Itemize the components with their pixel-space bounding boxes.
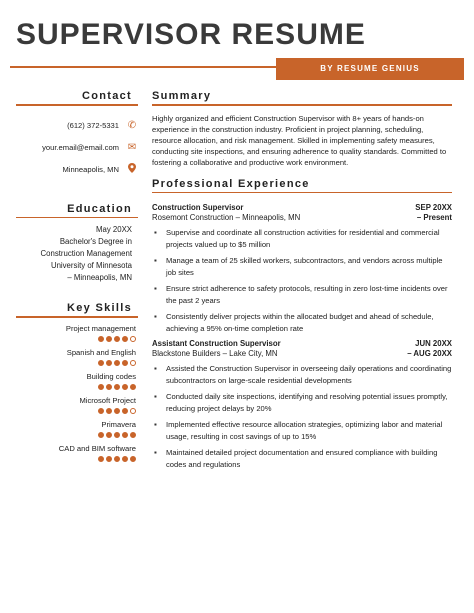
skill-rating [16, 336, 136, 342]
education-degree-line2: Construction Management [40, 249, 132, 258]
contact-phone-row [16, 115, 138, 137]
summary-section [152, 90, 452, 168]
education-heading: Education [67, 202, 132, 215]
experience-section [152, 178, 452, 472]
job-start-date: JUN 20XX [415, 339, 452, 348]
contact-email-row [16, 137, 138, 159]
skill-rating [16, 384, 136, 390]
experience-divider [152, 192, 452, 194]
job-end-date: – AUG 20XX [407, 349, 452, 358]
skill-item [16, 420, 138, 438]
job-bullet: ▪ Assisted the Construction Supervisor in overseeing daily operations and coordinating subcontractors on large-scale residential developments [152, 363, 452, 387]
rating-dot-filled [122, 360, 128, 366]
rating-dot-filled [122, 408, 128, 414]
summary-divider [152, 104, 452, 106]
rating-dot-filled [122, 384, 128, 390]
job-bullet: ▪ Supervise and coordinate all construction activities for residential and commercial projects valued up to $5 million [152, 227, 452, 251]
rating-dot-filled [106, 456, 112, 462]
envelope-icon: ✉ [127, 141, 137, 153]
job-company: Blackstone Builders – Lake City, MN [152, 349, 278, 358]
rating-dot-filled [122, 432, 128, 438]
email-text: your.email@email.com [42, 143, 119, 152]
job-title: Construction Supervisor [152, 203, 244, 212]
summary-text: Highly organized and efficient Construction Supervisor with 8+ years of hands-on experience in the construction industry. Proficient in project planning, scheduling, resource allocation, and risk management. Skilled in implementing safety measures, conducting site inspections, and ensuring adherence to quality standards. Committed to fostering a collaborative and productive work environment. [152, 113, 447, 167]
skills-section [16, 302, 138, 462]
rating-dot-filled [98, 456, 104, 462]
brand-banner: BY RESUME GENIUS [276, 58, 464, 80]
skill-rating [16, 408, 136, 414]
skill-name: CAD and BIM software [58, 443, 136, 453]
skill-item [16, 396, 138, 414]
job-bullet: ▪ Consistently deliver projects within the allocated budget and ahead of schedule, achieving a 95% on-time completion rate [152, 311, 452, 335]
skill-name: Microsoft Project [79, 395, 136, 405]
rating-dot-filled [106, 432, 112, 438]
phone-text: (612) 372-5331 [67, 121, 119, 130]
education-date: May 20XX [96, 225, 132, 234]
location-text: Minneapolis, MN [62, 165, 119, 174]
rating-dot-filled [106, 384, 112, 390]
rating-dot-empty [130, 336, 136, 342]
job-subheader [152, 213, 452, 222]
right-column [152, 90, 452, 475]
rating-dot-filled [106, 336, 112, 342]
job-bullet: ▪ Implemented effective resource allocation strategies, optimizing labor and material usage, resulting in cost savings of up to 15% [152, 419, 452, 443]
rating-dot-filled [130, 432, 136, 438]
job-header [152, 339, 452, 348]
job-subheader [152, 349, 452, 358]
job-entry [152, 203, 452, 335]
summary-heading: Summary [152, 90, 212, 102]
rating-dot-filled [114, 384, 120, 390]
title-divider [10, 66, 278, 68]
map-pin-icon [126, 163, 138, 176]
rating-dot-filled [98, 336, 104, 342]
education-degree-line1: Bachelor's Degree in [59, 237, 132, 246]
rating-dot-filled [114, 336, 120, 342]
experience-heading: Professional Experience [152, 177, 310, 190]
job-bullet: ▪ Conducted daily site inspections, identifying and resolving potential issues promptly, reducing project delays by 20% [152, 391, 452, 415]
rating-dot-filled [114, 432, 120, 438]
job-bullet: ▪ Maintained detailed project documentation and ensured compliance with building codes and regulations [152, 447, 452, 471]
job-title: Assistant Construction Supervisor [152, 339, 281, 348]
job-bullet: ▪ Manage a team of 25 skilled workers, subcontractors, and vendors across multiple job sites [152, 255, 452, 279]
skills-list [16, 324, 138, 462]
rating-dot-filled [122, 336, 128, 342]
job-company: Rosemont Construction – Minneapolis, MN [152, 213, 301, 222]
contact-location-row [16, 159, 138, 181]
jobs-list [152, 203, 452, 471]
job-entry [152, 339, 452, 471]
skill-rating [16, 360, 136, 366]
skill-name: Spanish and English [66, 347, 136, 357]
contact-section [16, 90, 138, 181]
job-bullets [152, 227, 452, 335]
skill-name: Building codes [86, 371, 136, 381]
education-section [16, 203, 138, 285]
rating-dot-filled [114, 360, 120, 366]
skill-item [16, 324, 138, 342]
skill-rating [16, 432, 136, 438]
rating-dot-filled [130, 384, 136, 390]
left-column [16, 90, 138, 468]
skills-divider [16, 316, 138, 318]
education-school: University of Minnesota [50, 261, 132, 270]
skill-item [16, 348, 138, 366]
resume-title: SUPERVISOR RESUME [16, 18, 366, 51]
skill-name: Project management [65, 323, 136, 333]
job-bullet: ▪ Ensure strict adherence to safety protocols, resulting in zero lost-time incidents over the past 2 years [152, 283, 452, 307]
skill-name: Primavera [101, 419, 136, 429]
rating-dot-empty [130, 408, 136, 414]
rating-dot-filled [106, 408, 112, 414]
rating-dot-filled [130, 456, 136, 462]
rating-dot-filled [114, 456, 120, 462]
job-end-date: – Present [416, 213, 452, 222]
skill-item [16, 372, 138, 390]
contact-heading: Contact [81, 90, 132, 102]
rating-dot-filled [98, 408, 104, 414]
rating-dot-filled [114, 408, 120, 414]
phone-icon: ✆ [127, 119, 137, 131]
rating-dot-empty [130, 360, 136, 366]
skill-item [16, 444, 138, 462]
skills-heading: Key Skills [67, 302, 132, 314]
skill-rating [16, 456, 136, 462]
education-location: – Minneapolis, MN [67, 273, 132, 282]
rating-dot-filled [98, 360, 104, 366]
rating-dot-filled [122, 456, 128, 462]
rating-dot-filled [98, 384, 104, 390]
job-start-date: SEP 20XX [415, 203, 452, 212]
rating-dot-filled [106, 360, 112, 366]
job-header [152, 203, 452, 212]
job-bullets [152, 363, 452, 471]
rating-dot-filled [98, 432, 104, 438]
